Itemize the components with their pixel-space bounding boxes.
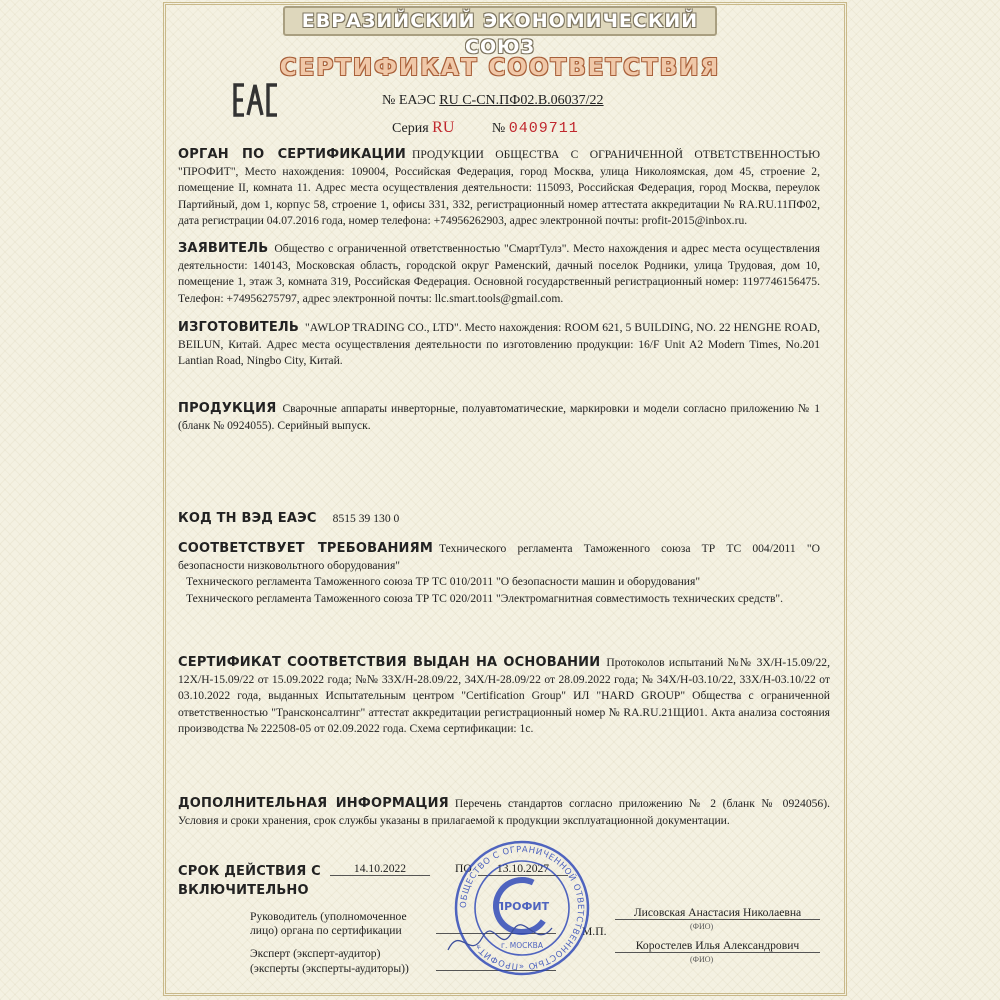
requirements-line3: Технического регламента Таможенного союза ТР ТС 020/2011 "Электромагнитная совместимость технических средств".	[186, 591, 784, 605]
head-fio-caption: (ФИО)	[690, 922, 714, 931]
organ-text: ПРОДУКЦИИ ОБЩЕСТВА С ОГРАНИЧЕННОЙ ОТВЕТСТВЕННОСТЬЮ "ПРОФИТ", Место нахождения: 109004, Российская Федерация, город Москва, улица Николоямская, дом 45, строение 2, помещение II, комната 11. Адрес места осуществления деятельности: 115093, Российская Федерация, город Москва, переулок Партийный, дом 1, корпус 58, строение 1, офисы 331, 332, регистрационный номер аттестата аккредитации № RA.RU.11ПФ02, дата регистрации 04.07.2016 года, номер телефона: +74956262903, адрес электронной почты: profit-2015@inbox.ru.	[178, 148, 820, 227]
blank-number: 0409711	[508, 120, 579, 137]
product-text: Сварочные аппараты инверторные, полуавтоматические, маркировки и модели согласно приложению № 1 (бланк № 0924055). Серийный выпуск.	[178, 402, 820, 432]
product-label: ПРОДУКЦИЯ	[178, 401, 277, 416]
section-basis	[178, 655, 830, 738]
head-name: Лисовская Анастасия Николаевна	[615, 906, 820, 920]
series-label: Серия	[392, 121, 429, 136]
manufacturer-text: "AWLOP TRADING CO., LTD". Место нахождения: ROOM 621, 5 BUILDING, NO. 22 HENGHE ROAD, BEILUN, Китай. Адрес места осуществления деятельности по изготовлению продукции: 16/F Unit A2 Modern Times, No.201 Lantian Road, Ningbo City, Китай.	[178, 321, 820, 367]
section-applicant	[178, 241, 820, 307]
applicant-label: ЗАЯВИТЕЛЬ	[178, 241, 269, 256]
stamp-ring-text: ОБЩЕСТВО С ОГРАНИЧЕННОЙ ОТВЕТСТВЕННОСТЬЮ «ПРОФИТ»	[458, 844, 586, 972]
basis-text: Протоколов испытаний №№ 3Х/Н-15.09/22, 12Х/Н-15.09/22 от 15.09.2022 года; №№ 33Х/Н-28.09/22, 34Х/Н-28.09/22 от 28.09.2022 года; № 34Х/Н-03.10/22, 33Х/Н-03.10/22 от 03.10.2022 года, выданных Испытательным центром "Certification Group" ИЛ "HARD GROUP" Общества с ограниченной ответственностью "Трансконсалтинг" аттестат аккредитации регистрационный номер № RA.RU.21ЩИ01. Акта анализа состояния производства № 222508-05 от 02.09.2022 года. Схема сертификации: 1с.	[178, 656, 830, 735]
certificate-number-line	[382, 93, 604, 109]
series-value: RU	[432, 119, 455, 136]
requirements-line1: Технического регламента Таможенного союза ТР ТС 004/2011 "О безопасности низковольтного оборудования"	[178, 542, 820, 572]
manufacturer-label: ИЗГОТОВИТЕЛЬ	[178, 320, 300, 335]
number-prefix: № ЕАЭС	[382, 93, 436, 108]
basis-label: СЕРТИФИКАТ СООТВЕТСТВИЯ ВЫДАН НА ОСНОВАНИИ	[178, 655, 601, 670]
mp-mark: М.П.	[582, 925, 607, 938]
eac-logo	[232, 82, 280, 118]
section-code	[178, 511, 820, 528]
certificate-title: СЕРТИФИКАТ СООТВЕТСТВИЯ	[279, 55, 721, 81]
expert-name: Коростелев Илья Александрович	[615, 939, 820, 953]
head-label: Руководитель (уполномоченное лицо) органа по сертификации	[250, 910, 407, 937]
organ-label: ОРГАН ПО СЕРТИФИКАЦИИ	[178, 147, 406, 162]
validity-from: 14.10.2022	[330, 862, 430, 876]
certificate-number: RU С-CN.ПФ02.В.06037/22	[439, 93, 604, 108]
validity-label-1: СРОК ДЕЙСТВИЯ С	[178, 864, 321, 879]
head-signature	[440, 920, 560, 965]
requirements-label: СООТВЕТСТВУЕТ ТРЕБОВАНИЯМ	[178, 541, 433, 556]
section-organ	[178, 147, 820, 230]
validity-to: 13.10.2027	[478, 862, 568, 876]
stamp-city: г. МОСКВА	[501, 941, 543, 950]
union-banner: ЕВРАЗИЙСКИЙ ЭКОНОМИЧЕСКИЙ СОЮЗ	[283, 6, 717, 36]
expert-label: Эксперт (эксперт-аудитор) (эксперты (эксперты-аудиторы))	[250, 947, 409, 975]
requirements-line2: Технического регламента Таможенного союза ТР ТС 010/2011 "О безопасности машин и оборудования"	[186, 575, 701, 588]
series-line	[392, 119, 579, 137]
section-manufacturer	[178, 320, 820, 370]
blank-number-label: №	[491, 121, 506, 136]
applicant-text: Общество с ограниченной ответственностью "СмартТулз". Место нахождения и адрес места осуществления деятельности: 140143, Московская область, городской округ Раменский, дачный поселок Родники, улица Трудовая, дом 10, помещение 1, этаж 3, комната 319, Российская Федерация. Основной государственный регистрационный номер: 1197746156475. Телефон: +74956275797, адрес электронной почты: llc.smart.tools@gmail.com.	[178, 242, 820, 305]
additional-label: ДОПОЛНИТЕЛЬНАЯ ИНФОРМАЦИЯ	[178, 796, 449, 811]
section-requirements	[178, 541, 820, 607]
validity-to-prefix: ПО	[455, 862, 472, 875]
stamp-brand: ПРОФИТ	[494, 900, 550, 913]
code-label: КОД ТН ВЭД ЕАЭС	[178, 511, 317, 526]
expert-fio-caption: (ФИО)	[690, 955, 714, 964]
section-product	[178, 401, 820, 434]
section-additional	[178, 796, 830, 829]
additional-text: Перечень стандартов согласно приложению № 2 (бланк № 0924056). Условия и сроки хранения, срок службы указаны в прилагаемой к продукции эксплуатационной документации.	[178, 797, 830, 827]
code-value: 8515 39 130 0	[332, 512, 400, 525]
validity-label-2: ВКЛЮЧИТЕЛЬНО	[178, 883, 309, 898]
